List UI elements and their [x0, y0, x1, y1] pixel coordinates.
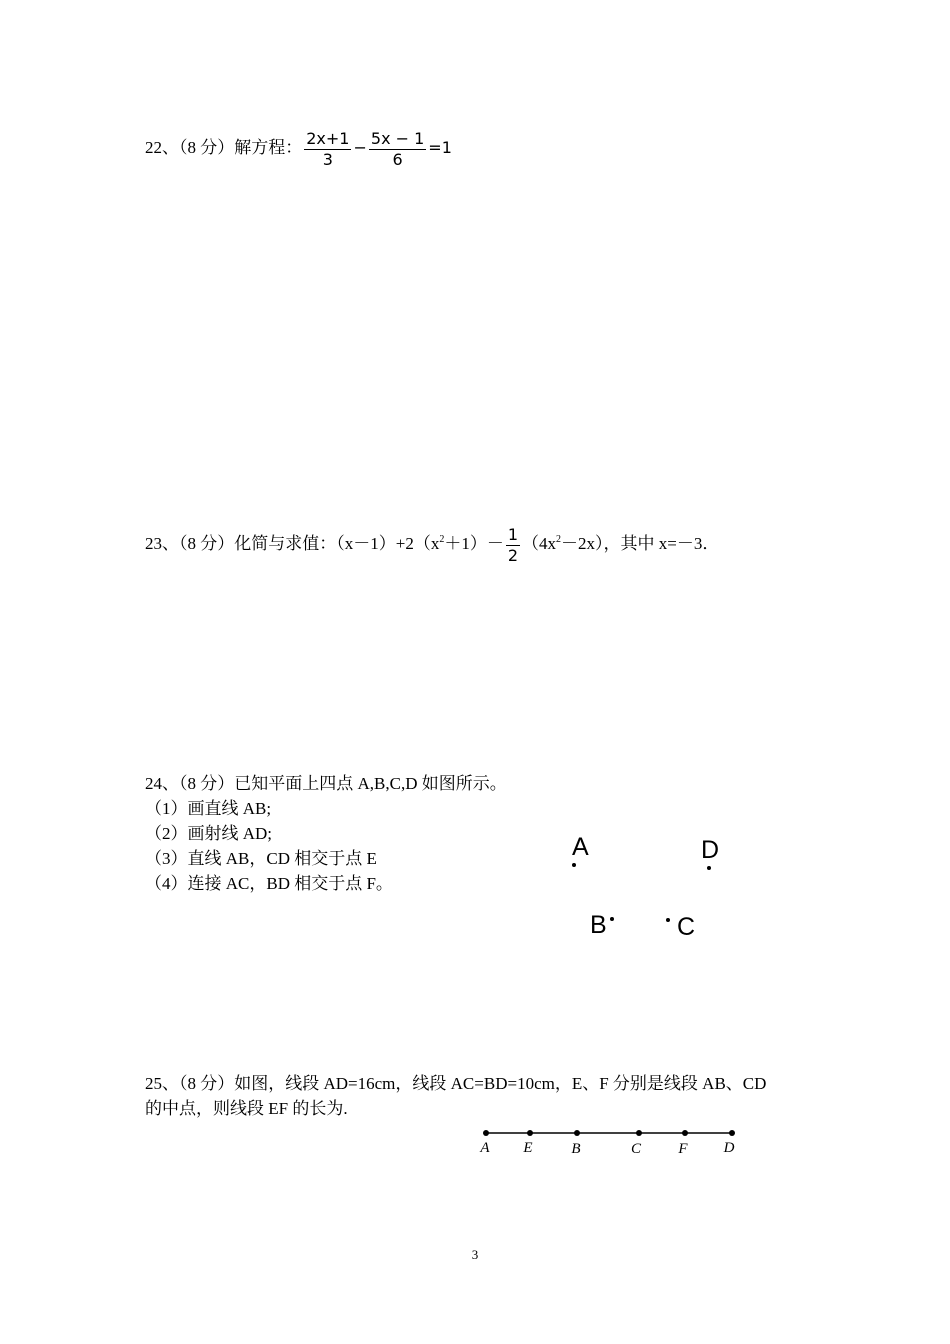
point-c-dot	[666, 918, 670, 922]
question-number: 22、	[145, 138, 179, 157]
expression-part-a: 化简与求值：（x－1）+2（x	[234, 534, 440, 553]
sub-question-3: （3）直线 AB，CD 相交于点 E	[145, 849, 377, 868]
question-23	[145, 524, 719, 565]
segment-label-b: B	[571, 1141, 581, 1157]
segment-figure	[470, 1120, 750, 1165]
sub-question-1: （1）画直线 AB;	[145, 799, 272, 818]
fraction-1-numerator: 2x+1	[306, 128, 350, 148]
expression-part-c: （4x	[522, 534, 557, 553]
segment-label-a: A	[480, 1140, 490, 1156]
expression-part-d: －2x），其中 x=－3．	[561, 534, 720, 553]
point-d-marker	[729, 1130, 735, 1136]
question-score: （8 分）	[179, 774, 235, 793]
point-b-dot	[610, 917, 614, 921]
minus-sign: −	[353, 138, 367, 157]
point-label-c: C	[677, 913, 696, 941]
question-25	[145, 1073, 766, 1095]
point-label-d: D	[701, 836, 720, 864]
question-24	[145, 773, 507, 795]
question-text-line1: 如图，线段 AD=16cm，线段 AC=BD=10cm，E、F 分别是线段 AB、CD	[234, 1074, 767, 1093]
question-score: （8 分）	[179, 534, 235, 553]
half-denominator: 2	[507, 545, 519, 565]
fraction-half	[506, 526, 520, 565]
segment-label-c: C	[630, 1141, 642, 1157]
question-25-line2: 的中点，则线段 EF 的长为.	[145, 1099, 348, 1118]
expression-part-b: ＋1）－	[444, 534, 504, 553]
point-label-b: B	[590, 911, 607, 939]
question-number: 23、	[145, 534, 179, 553]
point-f-marker	[682, 1130, 688, 1136]
fraction-2	[369, 130, 426, 169]
segment-label-d: D	[723, 1140, 735, 1156]
page-number: 3	[471, 1247, 479, 1262]
question-22	[145, 128, 452, 169]
fraction-2-denominator: 6	[392, 149, 403, 169]
question-score: （8 分）	[179, 1074, 235, 1093]
point-d-dot	[707, 866, 711, 870]
segment-label-e: E	[523, 1140, 533, 1156]
question-score: （8 分）	[179, 138, 235, 157]
question-prompt: 已知平面上四点 A,B,C,D 如图所示。	[234, 774, 507, 793]
fraction-1	[304, 130, 351, 169]
sub-question-2: （2）画射线 AD;	[145, 824, 273, 843]
fraction-1-denominator: 3	[322, 149, 333, 169]
question-number: 24、	[145, 774, 179, 793]
point-b-marker	[574, 1130, 580, 1136]
point-a-marker	[483, 1130, 489, 1136]
question-number: 25、	[145, 1074, 179, 1093]
equation-rhs: =1	[428, 138, 452, 157]
exponent-2: 2	[556, 534, 562, 545]
question-prompt: 解方程：	[234, 138, 303, 157]
sub-question-4: （4）连接 AC，BD 相交于点 F。	[145, 874, 393, 893]
segment-label-f: F	[678, 1141, 688, 1157]
point-label-a: A	[572, 833, 589, 861]
fraction-2-numerator: 5x − 1	[370, 128, 425, 148]
point-e-marker	[527, 1130, 533, 1136]
point-c-marker	[636, 1130, 642, 1136]
exponent-1: 2	[439, 534, 445, 545]
half-numerator: 1	[507, 524, 519, 544]
point-a-dot	[572, 863, 576, 867]
